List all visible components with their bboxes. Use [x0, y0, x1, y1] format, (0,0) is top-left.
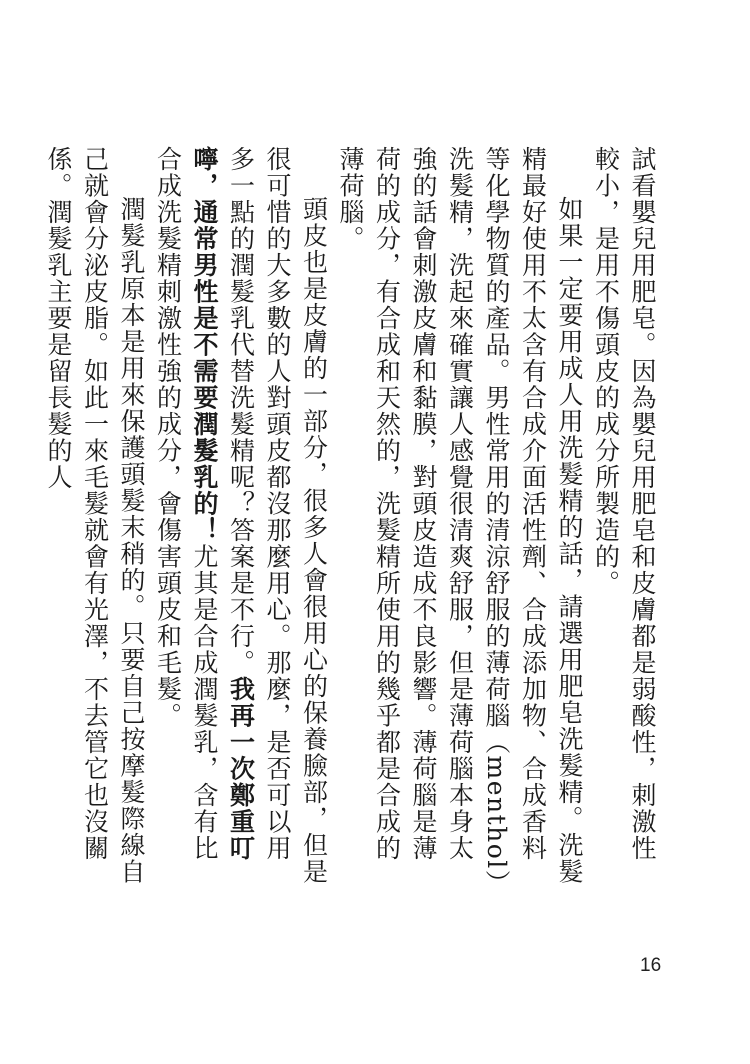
paragraph-conditioner: [40, 146, 150, 886]
emphasis-text: 我再一次鄭重叮嚀，通常男性是不需要潤髮乳的！: [190, 146, 256, 862]
body-text: [44, 146, 660, 886]
text-run: 如果一定要用成人用洗髮精的話，請選用肥皂洗髮精。洗髮精最好使用不太含有合成介面活性劑、合成添加物、合成香料等化學物質的產品。男性常用的清涼舒服的薄荷腦（menthol）洗髮精，洗起來確實讓人感覺很清爽舒服，但是薄荷腦本身太強的話會刺激皮膚和黏膜，對頭皮造成不良影響。薄荷腦是薄荷的成分，有合成和天然的，洗髮精所使用的幾乎都是合成的薄荷腦。: [336, 146, 584, 885]
text-run: 試看嬰兒用肥皂。因為嬰兒用肥皂和皮膚都是弱酸性，刺激性較小，是用不傷頭皮的成分所製造的。: [591, 146, 657, 862]
page-number: 16: [640, 955, 662, 976]
text-run: 尤其是合成潤髮乳，含有比合成洗髮精刺激性強的成分，會傷害頭皮和毛髮。: [153, 146, 219, 862]
paragraph-intro: [587, 146, 660, 886]
text-run: 頭皮也是皮膚的一部分，很多人會很用心的保養臉部，但是很可惜的大多數的人對頭皮都沒那麼用心。那麼，是否可以用多一點的潤髮乳代替洗髮精呢？答案是不行。: [226, 146, 329, 885]
text-run: 潤髮乳原本是用來保護頭髮末稍的。只要自己按摩髮際線自己就會分泌皮脂。如此一來毛髮就會有光澤，不去管它也沒關係。潤髮乳主要是留長髮的人: [44, 146, 146, 885]
paragraph-scalp-care: [149, 146, 332, 886]
paragraph-shampoo-advice: [332, 146, 588, 886]
